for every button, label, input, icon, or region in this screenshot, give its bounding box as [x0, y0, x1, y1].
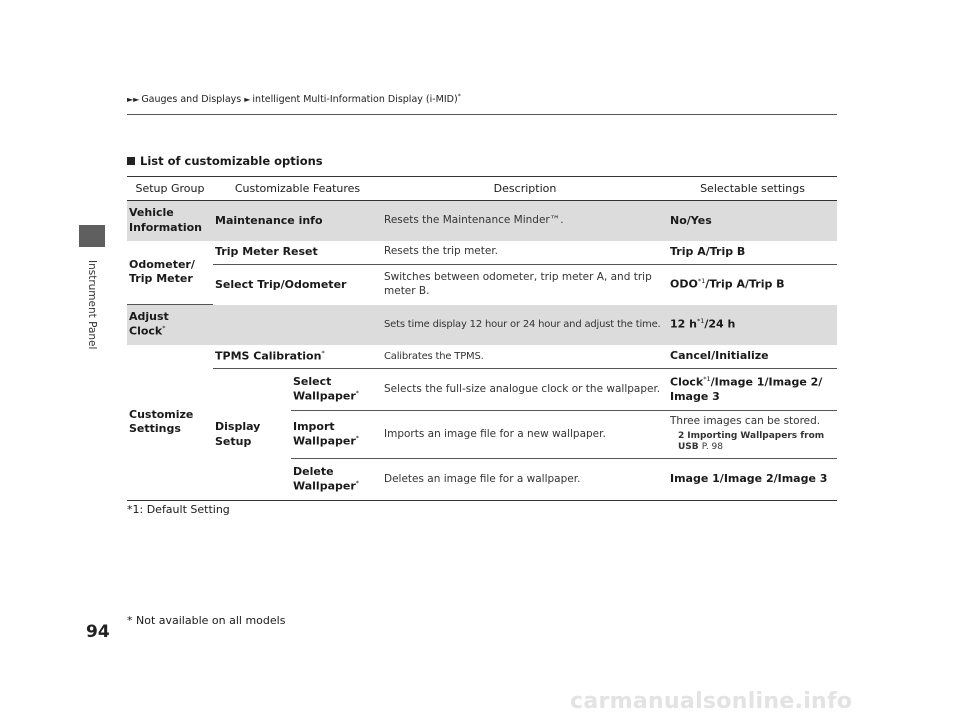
- header-features: Customizable Features: [213, 177, 382, 201]
- table-header-row: [127, 177, 837, 201]
- breadcrumb: [127, 93, 461, 105]
- setting-clock: 12 $h^{*1}/24$ h: [668, 305, 837, 345]
- desc-clock: Sets time display 12 hour or 24 hour and adjust the time.: [382, 305, 668, 345]
- desc-tpms: Calibrates the TPMS.: [382, 345, 668, 369]
- setting-tpms: Cancel/Initialize: [668, 345, 837, 369]
- default-setting-footnote: *1: Default Setting: [127, 503, 230, 516]
- feature-trip-meter-reset: Trip Meter Reset: [213, 241, 382, 265]
- header-setup-group: Setup Group: [127, 177, 213, 201]
- header-rule: [127, 114, 837, 115]
- header-settings: Selectable settings: [668, 177, 837, 201]
- sidebar-label: Instrument Panel: [86, 260, 98, 350]
- feature-select-wallpaper: Select Wallpaper*: [291, 369, 382, 411]
- group-customize: Customize Settings: [127, 345, 213, 501]
- section-title: List of customizable options: [127, 154, 323, 168]
- breadcrumb-arrow-icon: ►►: [127, 95, 140, 105]
- square-bullet-icon: [127, 157, 135, 165]
- table-row: [127, 369, 837, 411]
- reference-arrow-icon: 2: [678, 430, 685, 441]
- desc-select-trip: Switches between odometer, trip meter A, and trip meter B.: [384, 271, 652, 297]
- setting-no-yes: No/Yes: [668, 201, 837, 241]
- page-number: 94: [86, 622, 110, 642]
- breadcrumb-part1[interactable]: Gauges and Displays: [141, 94, 242, 106]
- group-vehicle-info: Vehicle Information: [127, 201, 213, 241]
- desc-delete-wallpaper: Deletes an image file for a wallpaper.: [382, 459, 668, 501]
- breadcrumb-star: *: [457, 93, 461, 100]
- options-table: [127, 176, 837, 501]
- header-description: Description: [382, 177, 668, 201]
- feature-maintenance-info: Maintenance info: [213, 201, 382, 241]
- availability-note: * Not available on all models: [127, 614, 286, 627]
- setting-select-wallpaper: Clock$^{*1}$/Image 1/Image 2/ Image 3: [668, 369, 837, 411]
- feature-tpms: TPMS Calibration*: [213, 345, 382, 369]
- setting-delete-wallpaper: Image 1/Image 2/Image 3: [668, 459, 837, 501]
- desc-select-wallpaper: Selects the full-size analogue clock or the wallpaper.: [382, 369, 668, 411]
- group-adjust-clock: Adjust Clock*: [127, 305, 213, 345]
- table-row: [127, 265, 837, 305]
- table-row: [127, 345, 837, 369]
- table-row: [127, 241, 837, 265]
- group-display-setup: Display Setup: [213, 369, 291, 501]
- desc-maintenance: Resets the Maintenance Minder™.: [382, 201, 668, 241]
- feature-import-wallpaper: Import Wallpaper*: [291, 411, 382, 459]
- setting-odo: ODO$^{*1}$/Trip A/Trip B: [670, 277, 785, 291]
- setting-trip: Trip A/Trip B: [668, 241, 837, 265]
- section-tab-marker: [79, 225, 105, 247]
- group-odometer: Odometer/ Trip Meter: [127, 241, 213, 305]
- setting-import-wallpaper: Three images can be stored. 2 Importing Wallpapers from USB P. 98: [668, 411, 837, 459]
- breadcrumb-arrow-icon: ►: [244, 95, 251, 105]
- watermark: carmanualsonline.info: [570, 689, 853, 714]
- feature-delete-wallpaper: Delete Wallpaper*: [291, 459, 382, 501]
- table-row: [127, 305, 837, 345]
- feature-select-trip: Select Trip/Odometer: [215, 277, 347, 291]
- desc-trip-reset: Resets the trip meter.: [382, 241, 668, 265]
- desc-import-wallpaper: Imports an image file for a new wallpaper.: [382, 411, 668, 459]
- breadcrumb-part2[interactable]: intelligent Multi-Information Display (i-MID): [252, 94, 458, 106]
- table-row: [127, 201, 837, 241]
- import-wallpapers-link[interactable]: 2 Importing Wallpapers from USB P. 98: [678, 430, 825, 453]
